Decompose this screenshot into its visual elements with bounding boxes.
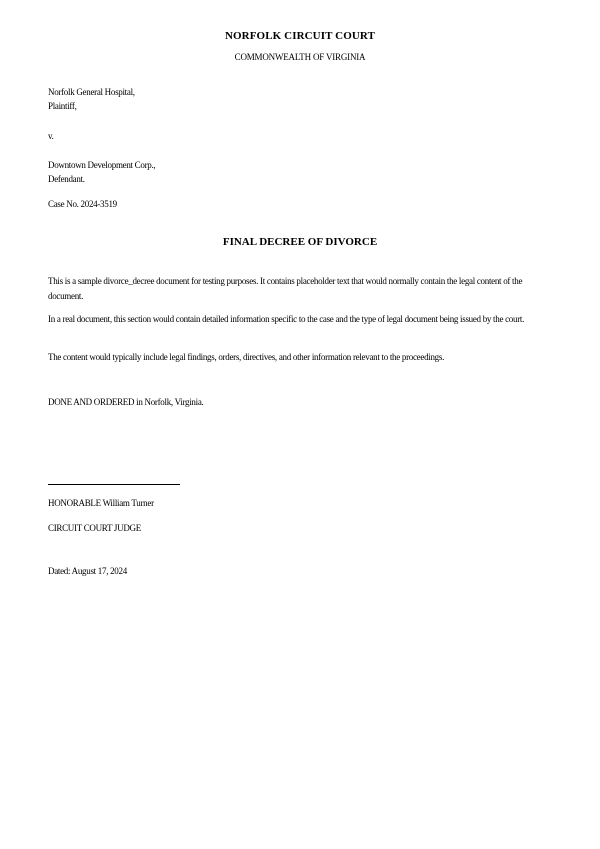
body-paragraph: The content would typically include legal findings, orders, directives, and other information relevant to the proceedings. xyxy=(48,352,445,362)
versus-label: v. xyxy=(48,131,54,141)
body-paragraph: In a real document, this section would contain detailed information specific to the case and the type of legal document being issued by the court. xyxy=(48,314,525,324)
judge-title: CIRCUIT COURT JUDGE xyxy=(48,523,141,533)
jurisdiction: COMMONWEALTH OF VIRGINIA xyxy=(234,52,366,62)
dated-line: Dated: August 17, 2024 xyxy=(48,566,127,576)
case-number: Case No. 2024-3519 xyxy=(48,199,117,209)
defendant-name: Downtown Development Corp., xyxy=(48,160,156,170)
document-title: FINAL DECREE OF DIVORCE xyxy=(222,236,378,248)
plaintiff-role: Plaintiff, xyxy=(48,101,77,111)
plaintiff-name: Norfolk General Hospital, xyxy=(48,87,135,97)
court-name: NORFOLK CIRCUIT COURT xyxy=(224,30,376,42)
done-and-ordered: DONE AND ORDERED in Norfolk, Virginia. xyxy=(48,397,204,407)
judge-name: HONORABLE William Turner xyxy=(48,498,154,508)
defendant-role: Defendant. xyxy=(48,174,85,184)
signature-line xyxy=(48,484,180,485)
body-paragraph: This is a sample divorce_decree document for testing purposes. It contains placeholder text that would normally contain the legal content of the document. xyxy=(48,276,523,301)
